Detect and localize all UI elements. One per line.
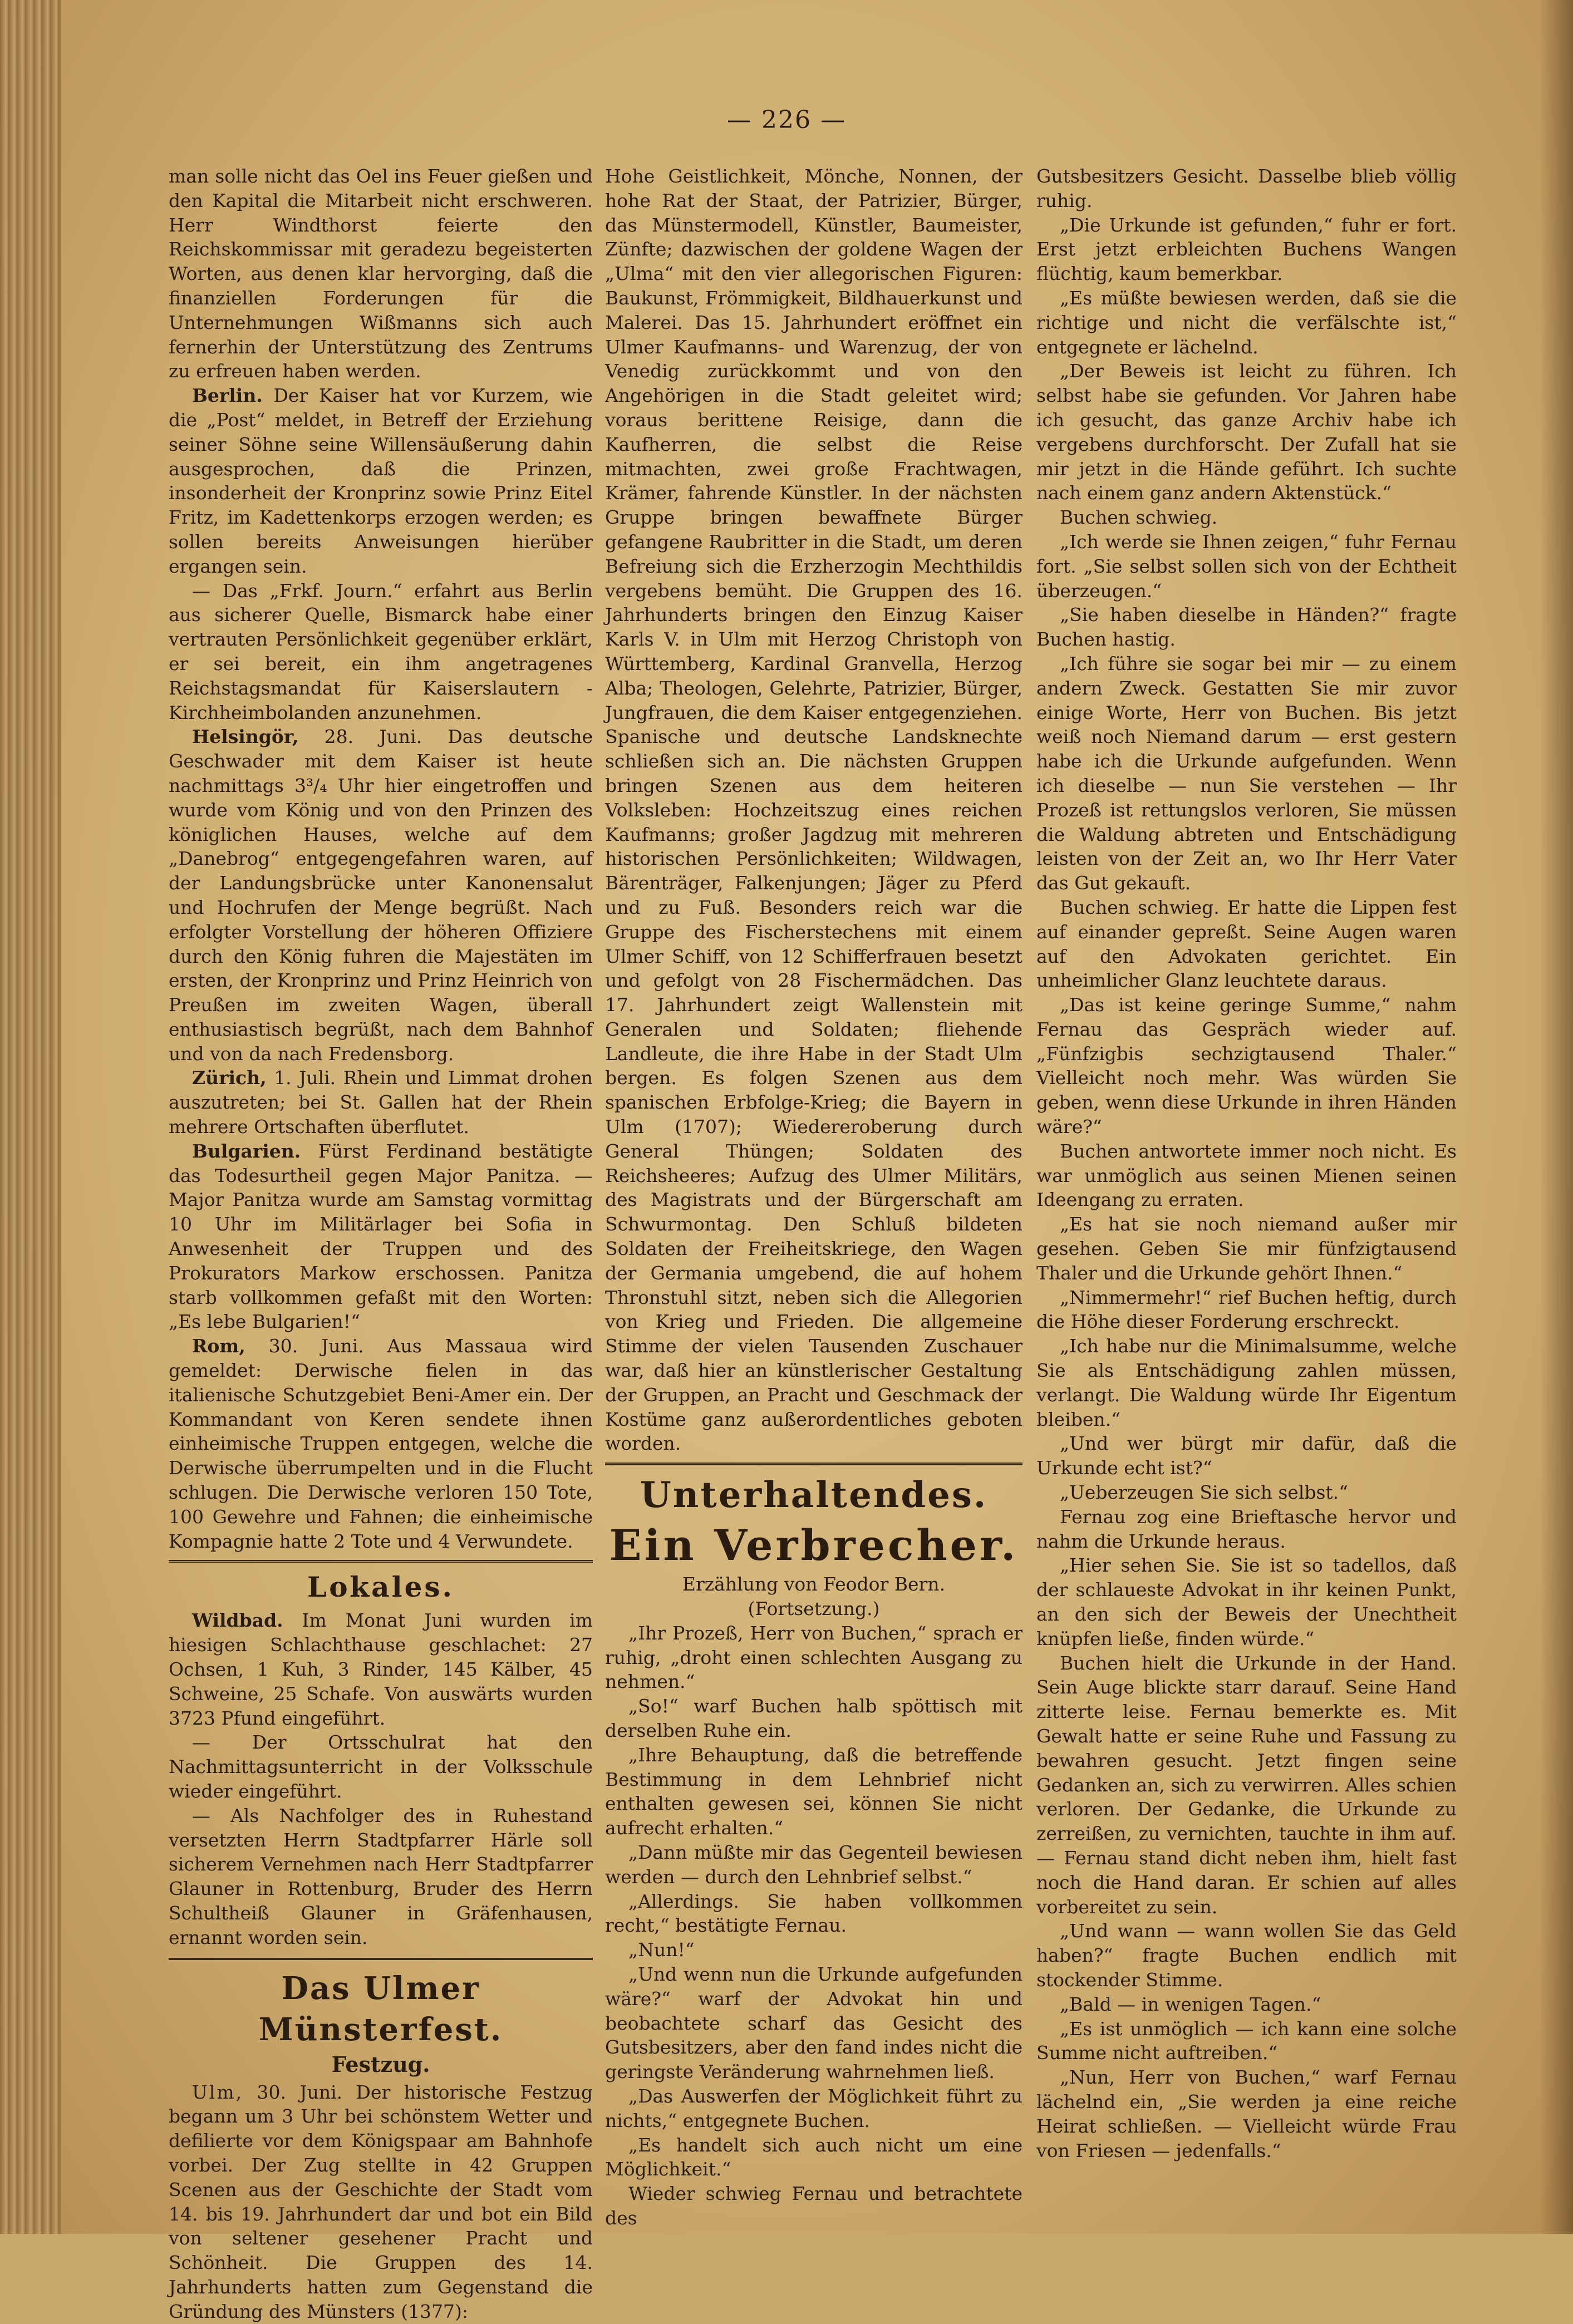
story-paragraph: „So!“ warf Buchen halb spöttisch mit derselben Ruhe ein.	[605, 1695, 1023, 1742]
news-helsingoer-text: 28. Juni. Das deutsche Geschwader mit dem Kaiser ist heute nachmittags 3³/₄ Uhr hier eingetroffen und wurde vom König und von den Prinzen des königlichen Hauses, welche auf dem „Danebrog“ entgegengefahren waren, auf der Landungsbrücke unter Kanonensalut und Hochrufen der Menge begrüßt. Nach erfolgter Vorstellung der höheren Offiziere durch den König fuhren die Majestäten im ersten, der Kronprinz und Prinz Heinrich von Preußen im zweiten Wagen, überall enthusiastisch begrüßt, nach dem Bahnhof und von da nach Fredensborg.	[169, 726, 593, 1065]
news-ortsschulrat: — Der Ortsschulrat hat den Nachmittagsunterricht in der Volksschule wieder eingeführt.	[169, 1731, 593, 1802]
news-wildbad-text: Im Monat Juni wurden im hiesigen Schlachthause geschlachet: 27 Ochsen, 1 Kuh, 3 Rinder, 145 Kälber, 45 Schweine, 25 Schafe. Von auswärts wurden 3723 Pfund eingeführt.	[169, 1609, 593, 1729]
section-heading-lokales: Lokales.	[307, 1570, 454, 1604]
dateline-zuerich: Zürich,	[192, 1067, 267, 1089]
news-ulm-text: 30. Juni. Der historische Festzug begann um 3 Uhr bei schönstem Wetter und defilierte vor dem Königspaar am Bahnhofe vorbei. Der Zug stellte in 42 Gruppen Scenen aus der Geschichte der Stadt vom 14. bis 19. Jahrhundert dar und bot ein Bild von seltener gesehener Pracht und Schönheit. Die Gruppen des 14. Jahrhunderts hatten zum Gegenstand die Gründung des Münsters (1377):	[169, 2081, 593, 2322]
story-paragraph: „Und wann — wann wollen Sie das Geld haben?“ fragte Buchen endlich mit stockender Stimme.	[1036, 1920, 1457, 1991]
story-paragraph: Gutsbesitzers Gesicht. Dasselbe blieb völlig ruhig.	[1036, 165, 1457, 211]
story-paragraph: „Allerdings. Sie haben vollkommen recht,“ bestätigte Fernau.	[605, 1890, 1023, 1937]
story-paragraph: „Nun, Herr von Buchen,“ warf Fernau lächelnd ein, „Sie werden ja eine reiche Heirat schließen. — Vielleicht würde Frau von Friesen — jedenfalls.“	[1036, 2066, 1457, 2161]
news-nachfolger: — Als Nachfolger des in Ruhestand versetzten Herrn Stadtpfarrer Härle soll sicherem Vernehmen nach Herr Stadtpfarrer Glauner in Rottenburg, Bruder des Herrn Schultheiß Glauner in Gräfenhausen, ernannt worden sein.	[169, 1804, 593, 1948]
story-paragraph: „Nun!“	[628, 1939, 695, 1961]
story-paragraph: „Das Auswerfen der Möglichkeit führt zu nichts,“ entgegnete Buchen.	[605, 2085, 1023, 2131]
story-paragraph: Wieder schwieg Fernau und betrachtete des	[605, 2183, 1023, 2229]
news-rom	[169, 1334, 593, 1553]
dateline-rom: Rom,	[192, 1335, 245, 1357]
story-continuation-note: (Fortsetzung.)	[748, 1598, 880, 1620]
story-paragraph: „Ich führe sie sogar bei mir — zu einem andern Zweck. Gestatten Sie mir zuvor einige Worte, Herr von Buchen. Bis jetzt weiß noch Niemand darum — erst gestern habe ich die Urkunde aufgefunden. Wenn ich dieselbe — nun Sie verstehen — Ihr Prozeß ist rettungslos verloren, Sie müssen die Waldung abtreten und Entschädigung leisten von der Zeit an, wo Ihr Herr Vater das Gut gekauft.	[1036, 652, 1457, 894]
dateline-wildbad: Wildbad.	[192, 1609, 283, 1632]
news-ulm	[169, 2080, 593, 2324]
story-paragraph: „Nimmermehr!“ rief Buchen heftig, durch die Höhe dieser Forderung erschreckt.	[1036, 1286, 1457, 1333]
news-zuerich	[169, 1066, 593, 1139]
festzug-continuation: Hohe Geistlichkeit, Mönche, Nonnen, der hohe Rat der Staat, der Patrizier, Bürger, das Münstermodell, Künstler, Baumeister, Zünfte; dazwischen der goldene Wagen der „Ulma“ mit den vier allegorischen Figuren: Baukunst, Frömmigkeit, Bildhauerkunst und Malerei. Das 15. Jahrhundert eröffnet ein Ulmer Kaufmanns- und Warenzug, der von Venedig zurückkommt und von den Angehörigen in die Stadt geleitet wird; voraus berittene Reisige, dann die Kaufherren, die selbst die Reise mitmachten, zwei große Frachtwagen, Krämer, fahrende Künstler. In der nächsten Gruppe bringen bewaffnete Bürger gefangene Raubritter in die Stadt, um deren Befreiung sich die Erzherzogin Mechthildis vergebens bemüht. Die Gruppen des 16. Jahrhunderts bringen den Einzug Kaiser Karls V. in Ulm mit Herzog Christoph von Württemberg, Kardinal Granvella, Herzog Alba; Theologen, Gelehrte, Patrizier, Bürger, Jungfrauen, die dem Kaiser entgegenziehen. Spanische und deutsche Landsknechte schließen sich an. Die nächsten Gruppen bringen Szenen aus dem heiteren Volksleben: Hochzeitszug eines reichen Kaufmanns; großer Jagdzug mit mehreren historischen Persönlichkeiten; Wildwagen, Bärenträger, Falkenjungen; Jäger zu Pferd und zu Fuß. Besonders reich war die Gruppe des Fischerstechens mit einem Ulmer Schiff, von 12 Schifferfrauen besetzt und gefolgt von 28 Fischermädchen. Das 17. Jahrhundert zeigt Wallenstein mit Generalen und Soldaten; fliehende Landleute, die ihre Habe in der Stadt Ulm bergen. Es folgen Szenen aus dem spanischen Erbfolge-Krieg; die Bayern in Ulm (1707); Wiedereroberung durch General Thüngen; Soldaten des Reichsheeres; Aufzug des Ulmer Militärs, des Magistrats und der Bürgerschaft am Schwurmontag. Den Schluß bildeten Soldaten der Freiheitskriege, den Wagen der Germania umgebend, die auf hohem Thronstuhl sitzt, neben sich die Allegorien von Krieg und Frieden. Die allgemeine Stimme der vielen Tausenden Zuschauer war, daß hier an künstlerischer Gestaltung der Gruppen, an Pracht und Geschmack der Kostüme ganz außerordentliches geboten worden.	[605, 165, 1023, 1455]
story-title: Ein Verbrecher.	[609, 1520, 1019, 1570]
article-heading-ulmer: Das Ulmer Münsterfest.	[258, 1970, 503, 2048]
dateline-berlin: Berlin.	[192, 385, 263, 407]
story-paragraph: „Bald — in wenigen Tagen.“	[1060, 1993, 1321, 2015]
story-paragraph: „Die Urkunde ist gefunden,“ fuhr er fort. Erst jetzt erbleichten Buchens Wangen flüchtig, kaum bemerkbar.	[1036, 214, 1457, 285]
news-berlin	[169, 383, 593, 578]
column-1	[169, 164, 593, 2324]
story-paragraph: „Ueberzeugen Sie sich selbst.“	[1060, 1481, 1349, 1504]
article-continuation: man solle nicht das Oel ins Feuer gießen und den Kapital die Mitarbeit nicht erschweren. Herr Windthorst feierte den Reichskommissar mit geradezu begeisterten Worten, aus denen klar hervorging, daß die finanziellen Forderungen für die Unternehmungen Wißmanns sich auch fernerhin der Unterstützung des Zentrums zu erfreuen haben werden.	[169, 165, 593, 382]
story-paragraph: „Der Beweis ist leicht zu führen. Ich selbst habe sie gefunden. Vor Jahren habe ich gesucht, das ganze Archiv habe ich vergebens durchforscht. Der Zufall hat sie mir jetzt in die Hände geführt. Ich suchte nach einem ganz andern Aktenstück.“	[1036, 360, 1457, 504]
story-paragraph: „Es hat sie noch niemand außer mir gesehen. Geben Sie mir fünfzigtausend Thaler und die Urkunde gehört Ihnen.“	[1036, 1213, 1457, 1284]
story-paragraph: „Sie haben dieselbe in Händen?“ fragte Buchen hastig.	[1036, 604, 1457, 651]
story-paragraph: „Es müßte bewiesen werden, daß sie die richtige und nicht die verfälschte ist,“ entgegnete er lächelnd.	[1036, 287, 1457, 358]
story-paragraph: Buchen antwortete immer noch nicht. Es war unmöglich aus seinen Mienen seinen Ideengang zu erraten.	[1036, 1140, 1457, 1211]
story-paragraph: „Ich habe nur die Minimalsumme, welche Sie als Entschädigung zahlen müssen, verlangt. Die Waldung würde Ihr Eigentum bleiben.“	[1036, 1335, 1457, 1430]
story-paragraph: „Es handelt sich auch nicht um eine Möglichkeit.“	[605, 2134, 1023, 2180]
section-divider	[169, 1560, 593, 1563]
dateline-bulgarien: Bulgarien.	[192, 1140, 301, 1162]
section-divider	[605, 1463, 1023, 1465]
dateline-ulm: Ulm,	[192, 2081, 244, 2103]
news-frkf: — Das „Frkf. Journ.“ erfahrt aus Berlin aus sicherer Quelle, Bismarck habe einer vertrauten Persönlichkeit gegenüber erklärt, er sei bereit, ein ihm angetragenes Reichstagsmandat für Kaiserslautern - Kirchheimbolanden anzunehmen.	[169, 579, 593, 723]
story-paragraph: „Ihre Behauptung, daß die betreffende Bestimmung in dem Lehnbrief nicht enthalten gewesen sei, können Sie nicht aufrecht erhalten.“	[605, 1744, 1023, 1839]
news-helsingoer	[169, 725, 593, 1066]
story-paragraph: „Dann müßte mir das Gegenteil bewiesen werden — durch den Lehnbrief selbst.“	[605, 1842, 1023, 1888]
page-edges	[0, 0, 61, 2234]
story-paragraph: „Ich werde sie Ihnen zeigen,“ fuhr Fernau fort. „Sie selbst sollen sich von der Echtheit überzeugen.“	[1036, 530, 1457, 602]
column-2	[605, 164, 1023, 2231]
story-author: Erzählung von Feodor Bern.	[682, 1573, 946, 1596]
story-paragraph: „Es ist unmöglich — ich kann eine solche Summe nicht auftreiben.“	[1036, 2017, 1457, 2064]
news-berlin-text: Der Kaiser hat vor Kurzem, wie die „Post“ meldet, in Betreff der Erziehung seiner Söhne seine Willensäußerung dahin ausgesprochen, daß die Prinzen, insonderheit der Kronprinz sowie Prinz Eitel Fritz, im Kadettenkorps erzogen werden; es sollen bereits Anweisungen hierüber ergangen sein.	[169, 385, 593, 577]
page-shadow	[1540, 0, 1573, 2234]
story-paragraph: „Und wenn nun die Urkunde aufgefunden wäre?“ warf der Advokat hin und beobachtete scharf das Gesicht des Gutsbesitzers, aber den fand indes nicht die geringste Veränderung wahrnehmen ließ.	[605, 1963, 1023, 2083]
story-paragraph: „Und wer bürgt mir dafür, daß die Urkunde echt ist?“	[1036, 1432, 1457, 1479]
story-paragraph: „Das ist keine geringe Summe,“ nahm Fernau das Gespräch wieder auf. „Fünfzigbis sechzigtausend Thaler.“ Vielleicht noch mehr. Was würden Sie geben, wenn diese Urkunde in ihren Händen wäre?“	[1036, 994, 1457, 1138]
story-paragraph: Buchen schwieg. Er hatte die Lippen fest auf einander gepreßt. Seine Augen waren auf den Advokaten gerichtet. Ein unheimlicher Glanz leuchtete daraus.	[1036, 896, 1457, 992]
story-paragraph: Fernau zog eine Brieftasche hervor und nahm die Urkunde heraus.	[1036, 1505, 1457, 1552]
story-paragraph: Buchen schwieg.	[1060, 506, 1218, 529]
news-wildbad	[169, 1608, 593, 1730]
article-subheading-festzug: Festzug.	[331, 2051, 430, 2077]
dateline-helsingoer: Helsingör,	[192, 726, 299, 748]
news-zuerich-text: 1. Juli. Rhein und Limmat drohen auszutreten; bei St. Gallen hat der Rhein mehrere Ortschaften überflutet.	[169, 1067, 593, 1138]
story-paragraph: „Ihr Prozeß, Herr von Buchen,“ sprach er ruhig, „droht einen schlechten Ausgang zu nehmen.“	[605, 1622, 1023, 1693]
news-rom-text: 30. Juni. Aus Massaua wird gemeldet: Derwische fielen in das italienische Schutzgebiet Beni-Amer ein. Der Kommandant von Keren sendete ihnen einheimische Truppen entgegen, welche die Derwische überrumpelten und in die Flucht schlugen. Die Derwische verloren 150 Tote, 100 Gewehre und Fahnen; die einheimische Kompagnie hatte 2 Tote und 4 Verwundete.	[169, 1335, 593, 1552]
page-number: — 226 —	[727, 106, 846, 134]
story-paragraph: Buchen hielt die Urkunde in der Hand. Sein Auge blickte starr darauf. Seine Hand zitterte leise. Fernau bemerkte es. Mit Gewalt hatte er seine Ruhe und Fassung zu bewahren gesucht. Jetzt fingen seine Gedanken an, sich zu verwirren. Alles schien verloren. Der Gedanke, die Urkunde zu zerreißen, zu vernichten, tauchte in ihm auf. — Fernau stand dicht neben ihm, hielt fast noch die Hand daran. Er schien auf alles vorbereitet zu sein.	[1036, 1652, 1457, 1918]
news-bulgarien	[169, 1139, 593, 1334]
column-3	[1036, 164, 1457, 2163]
section-heading-unterhaltendes: Unterhaltendes.	[640, 1474, 988, 1516]
story-paragraph: „Hier sehen Sie. Sie ist so tadellos, daß der schlaueste Advokat in ihr keinen Punkt, an den sich der Beweis der Unechtheit knüpfen ließe, finden würde.“	[1036, 1554, 1457, 1650]
news-bulgarien-text: Fürst Ferdinand bestätigte das Todesurtheil gegen Major Panitza. — Major Panitza wurde am Samstag vormittag 10 Uhr im Militärlager bei Sofia in Anwesenheit der Truppen und des Prokurators Markow erschossen. Panitza starb vollkommen gefaßt mit den Worten: „Es lebe Bulgarien!“	[169, 1140, 593, 1333]
section-divider	[169, 1958, 593, 1960]
